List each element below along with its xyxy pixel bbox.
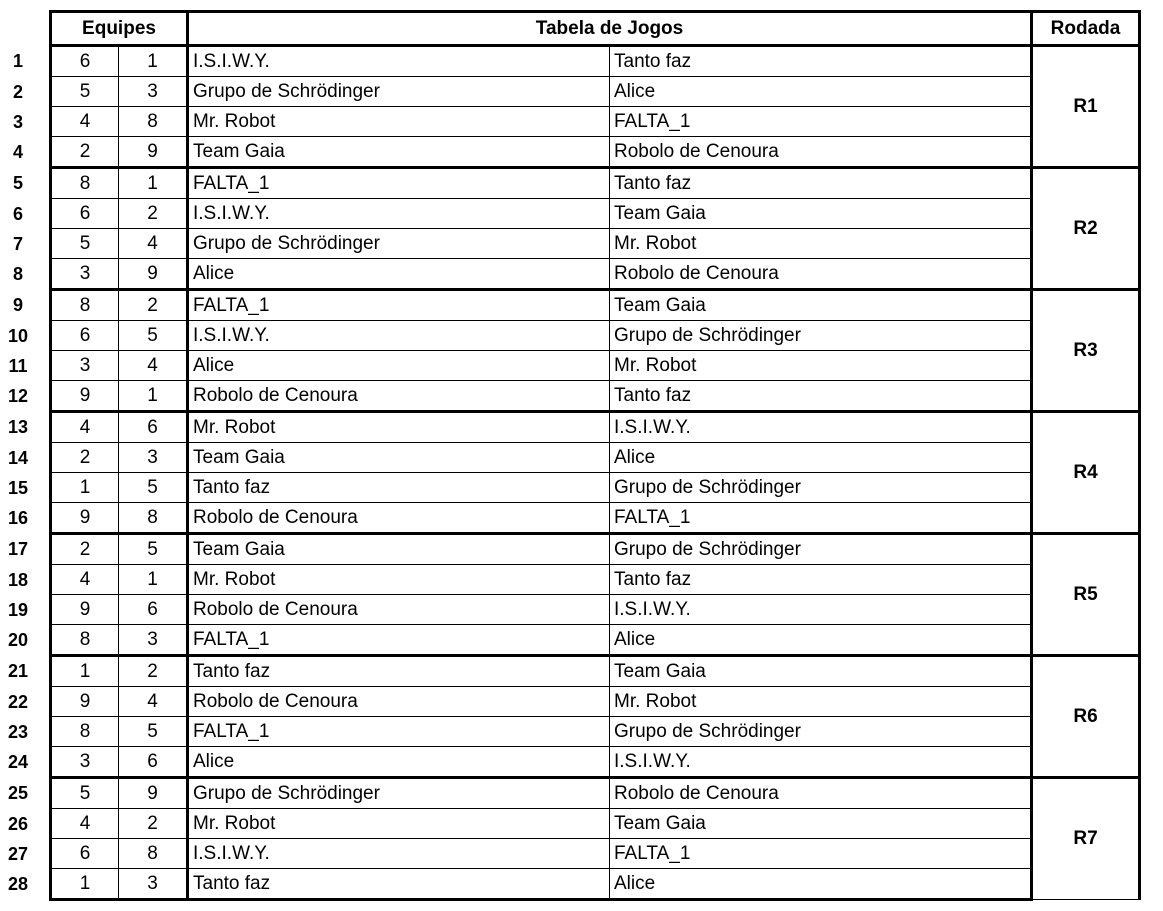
table-row [51,137,1140,168]
table-row [51,77,1140,107]
team-number-a: 2 [51,443,119,473]
home-team: Alice [188,747,610,778]
team-number-a: 9 [51,687,119,717]
table-row [51,747,1140,778]
away-team: Alice [610,869,1032,900]
table-row [51,778,1140,809]
team-number-b: 3 [119,625,188,656]
row-number: 10 [7,325,29,346]
row-number: 5 [12,173,23,193]
team-number-b: 6 [119,595,188,625]
team-number-a: 5 [51,778,119,809]
away-team: I.S.I.W.Y. [610,595,1032,625]
row-number: 3 [12,111,23,132]
home-team: Mr. Robot [188,809,610,839]
table-row [51,199,1140,229]
round-label: R2 [1032,168,1140,290]
table-row [51,321,1140,351]
row-number: 1 [12,51,23,71]
away-team: Mr. Robot [610,351,1032,381]
away-team: Alice [610,625,1032,656]
row-number: 24 [7,752,29,772]
table-row [51,46,1140,77]
away-team: Team Gaia [610,199,1032,229]
table-row [51,290,1140,321]
away-team: Robolo de Cenoura [610,259,1032,290]
team-number-b: 9 [119,778,188,809]
schedule-table [49,10,1141,901]
team-number-b: 8 [119,107,188,137]
team-number-a: 5 [51,229,119,259]
round-label: R1 [1032,46,1140,168]
team-number-b: 1 [119,46,188,77]
row-number: 16 [7,508,29,528]
team-number-b: 8 [119,503,188,534]
team-number-b: 5 [119,717,188,747]
team-number-b: 4 [119,687,188,717]
table-row [51,565,1140,595]
away-team: Tanto faz [610,565,1032,595]
away-team: Mr. Robot [610,687,1032,717]
away-team: Team Gaia [610,290,1032,321]
team-number-b: 2 [119,809,188,839]
home-team: Alice [188,351,610,381]
away-team: Grupo de Schrödinger [610,534,1032,565]
table-row [51,809,1140,839]
team-number-b: 1 [119,381,188,412]
round-label: R4 [1032,412,1140,534]
team-number-a: 2 [51,534,119,565]
team-number-b: 1 [119,565,188,595]
away-team: Alice [610,77,1032,107]
team-number-a: 5 [51,77,119,107]
row-number: 6 [12,203,23,224]
team-number-b: 4 [119,351,188,381]
team-number-a: 8 [51,290,119,321]
row-number: 4 [12,142,23,162]
row-number: 12 [7,386,29,406]
round-label: R6 [1032,656,1140,778]
row-number: 27 [7,843,29,864]
away-team: I.S.I.W.Y. [610,747,1032,778]
table-row [51,412,1140,443]
home-team: Tanto faz [188,656,610,687]
row-number: 14 [7,447,29,468]
team-number-a: 8 [51,168,119,199]
home-team: Mr. Robot [188,107,610,137]
away-team: Grupo de Schrödinger [610,321,1032,351]
home-team: I.S.I.W.Y. [188,46,610,77]
team-number-b: 5 [119,321,188,351]
team-number-a: 4 [51,107,119,137]
home-team: FALTA_1 [188,290,610,321]
home-team: Grupo de Schrödinger [188,77,610,107]
team-number-b: 6 [119,412,188,443]
team-number-a: 6 [51,839,119,869]
row-number: 28 [7,874,29,894]
away-team: Alice [610,443,1032,473]
rodada-header: Rodada [1032,12,1140,46]
row-number: 19 [7,599,29,620]
team-number-b: 8 [119,839,188,869]
team-number-a: 6 [51,46,119,77]
away-team: Grupo de Schrödinger [610,717,1032,747]
home-team: Team Gaia [188,534,610,565]
row-number: 17 [7,539,29,559]
away-team: Tanto faz [610,381,1032,412]
team-number-b: 6 [119,747,188,778]
header-row [51,12,1140,46]
team-number-a: 4 [51,565,119,595]
away-team: FALTA_1 [610,839,1032,869]
team-number-a: 6 [51,199,119,229]
team-number-a: 2 [51,137,119,168]
table-row [51,443,1140,473]
table-row [51,381,1140,412]
table-row [51,229,1140,259]
table-row [51,717,1140,747]
home-team: Grupo de Schrödinger [188,778,610,809]
away-team: Mr. Robot [610,229,1032,259]
home-team: I.S.I.W.Y. [188,321,610,351]
home-team: Robolo de Cenoura [188,381,610,412]
row-number: 26 [7,813,29,834]
home-team: FALTA_1 [188,625,610,656]
team-number-b: 3 [119,869,188,900]
team-number-b: 3 [119,77,188,107]
team-number-b: 2 [119,290,188,321]
team-number-a: 6 [51,321,119,351]
home-team: I.S.I.W.Y. [188,199,610,229]
table-row [51,168,1140,199]
home-team: Team Gaia [188,137,610,168]
tabela-header: Tabela de Jogos [188,12,1032,46]
away-team: I.S.I.W.Y. [610,412,1032,443]
table-row [51,869,1140,900]
team-number-b: 1 [119,168,188,199]
home-team: Robolo de Cenoura [188,595,610,625]
home-team: Grupo de Schrödinger [188,229,610,259]
team-number-a: 8 [51,717,119,747]
home-team: FALTA_1 [188,168,610,199]
table-row [51,351,1140,381]
row-number: 20 [7,630,29,650]
away-team: Team Gaia [610,656,1032,687]
table-row [51,625,1140,656]
row-number: 9 [12,295,23,315]
table-row [51,839,1140,869]
home-team: Tanto faz [188,473,610,503]
row-number: 13 [7,417,29,437]
home-team: I.S.I.W.Y. [188,839,610,869]
away-team: Robolo de Cenoura [610,137,1032,168]
table-row [51,107,1140,137]
team-number-a: 4 [51,412,119,443]
row-number: 8 [12,264,23,284]
row-number: 7 [12,233,23,254]
team-number-a: 4 [51,809,119,839]
team-number-b: 5 [119,473,188,503]
home-team: Tanto faz [188,869,610,900]
team-number-a: 9 [51,503,119,534]
away-team: Team Gaia [610,809,1032,839]
team-number-b: 9 [119,137,188,168]
team-number-a: 8 [51,625,119,656]
round-label: R5 [1032,534,1140,656]
away-team: Tanto faz [610,46,1032,77]
team-number-a: 9 [51,595,119,625]
team-number-a: 3 [51,351,119,381]
row-number: 22 [7,691,29,712]
team-number-b: 9 [119,259,188,290]
away-team: FALTA_1 [610,503,1032,534]
team-number-b: 3 [119,443,188,473]
table-row [51,687,1140,717]
team-number-a: 3 [51,259,119,290]
team-number-b: 2 [119,656,188,687]
home-team: Robolo de Cenoura [188,503,610,534]
table-row [51,595,1140,625]
team-number-a: 1 [51,473,119,503]
row-number: 2 [12,81,23,102]
team-number-b: 4 [119,229,188,259]
home-team: Mr. Robot [188,565,610,595]
equipes-header: Equipes [51,12,188,46]
row-number: 23 [7,721,29,742]
table-row [51,473,1140,503]
team-number-a: 1 [51,656,119,687]
home-team: Robolo de Cenoura [188,687,610,717]
team-number-b: 5 [119,534,188,565]
team-number-b: 2 [119,199,188,229]
team-number-a: 9 [51,381,119,412]
row-number: 21 [7,661,29,681]
table-row [51,656,1140,687]
team-number-a: 1 [51,869,119,900]
table-row [51,534,1140,565]
row-number: 11 [8,355,28,376]
table-row [51,503,1140,534]
home-team: Mr. Robot [188,412,610,443]
team-number-a: 3 [51,747,119,778]
home-team: FALTA_1 [188,717,610,747]
away-team: Grupo de Schrödinger [610,473,1032,503]
row-number: 18 [7,569,29,590]
row-number: 15 [7,477,29,498]
away-team: Robolo de Cenoura [610,778,1032,809]
away-team: Tanto faz [610,168,1032,199]
round-label: R3 [1032,290,1140,412]
away-team: FALTA_1 [610,107,1032,137]
round-label: R7 [1032,778,1140,900]
table-row [51,259,1140,290]
row-number: 25 [7,783,29,803]
home-team: Team Gaia [188,443,610,473]
home-team: Alice [188,259,610,290]
